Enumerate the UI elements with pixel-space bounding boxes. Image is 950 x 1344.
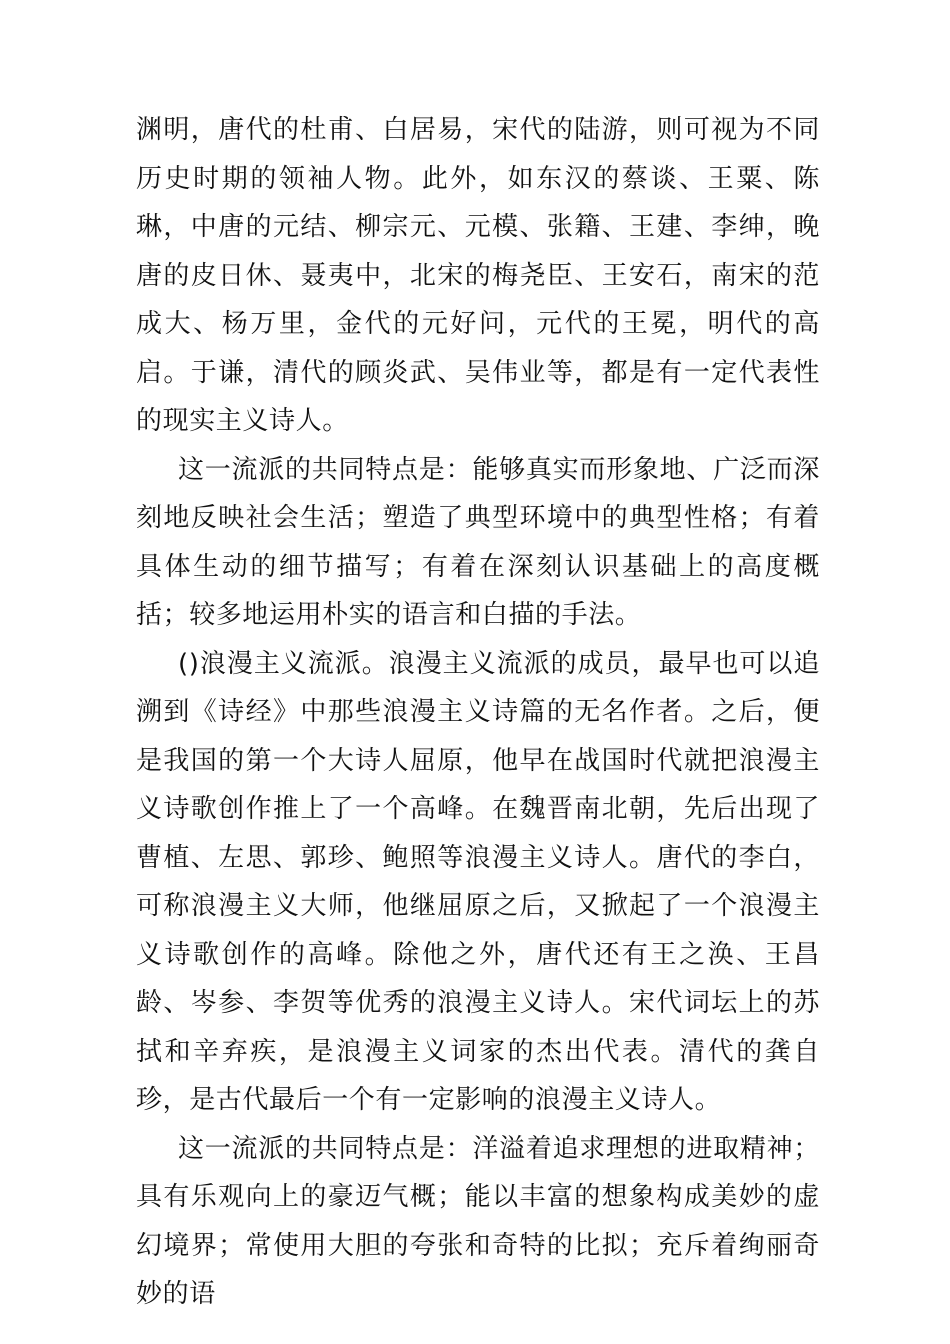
document-body (136, 106, 820, 1319)
paragraph-1: 渊明，唐代的杜甫、白居易，宋代的陆游，则可视为不同历史时期的领袖人物。此外，如东汉的蔡谈、王粟、陈琳，中唐的元结、柳宗元、元模、张籍、王建、李绅，晚唐的皮日休、聂夷中，北宋的梅尧臣、王安石，南宋的范成大、杨万里，金代的元好问，元代的王冕，明代的高启。于谦，清代的顾炎武、吴伟业等，都是有一定代表性的现实主义诗人。 (136, 115, 820, 436)
paragraph-2: 这一流派的共同特点是：能够真实而形象地、广泛而深刻地反映社会生活；塑造了典型环境中的典型性格；有着具体生动的细节描写；有着在深刻认识基础上的高度概括；较多地运用朴实的语言和白描的手法。 (136, 454, 820, 630)
paragraph-4: 这一流派的共同特点是：洋溢着追求理想的进取精神；具有乐观向上的豪迈气概；能以丰富的想象构成美妙的虚幻境界；常使用大胆的夸张和奇特的比拟；充斥着绚丽奇妙的语 (136, 1133, 820, 1309)
paragraph-3: ()浪漫主义流派。浪漫主义流派的成员，最早也可以追溯到《诗经》中那些浪漫主义诗篇的无名作者。之后，便是我国的第一个大诗人屈原，他早在战国时代就把浪漫主义诗歌创作推上了一个高峰。在魏晋南北朝，先后出现了曹植、左思、郭珍、鲍照等浪漫主义诗人。唐代的李白，可称浪漫主义大师，他继屈原之后，又掀起了一个浪漫主义诗歌创作的高峰。除他之外，唐代还有王之涣、王昌龄、岑参、李贺等优秀的浪漫主义诗人。宋代词坛上的苏拭和辛弃疾，是浪漫主义词家的杰出代表。清代的龚自珍，是古代最后一个有一定影响的浪漫主义诗人。 (136, 648, 820, 1115)
